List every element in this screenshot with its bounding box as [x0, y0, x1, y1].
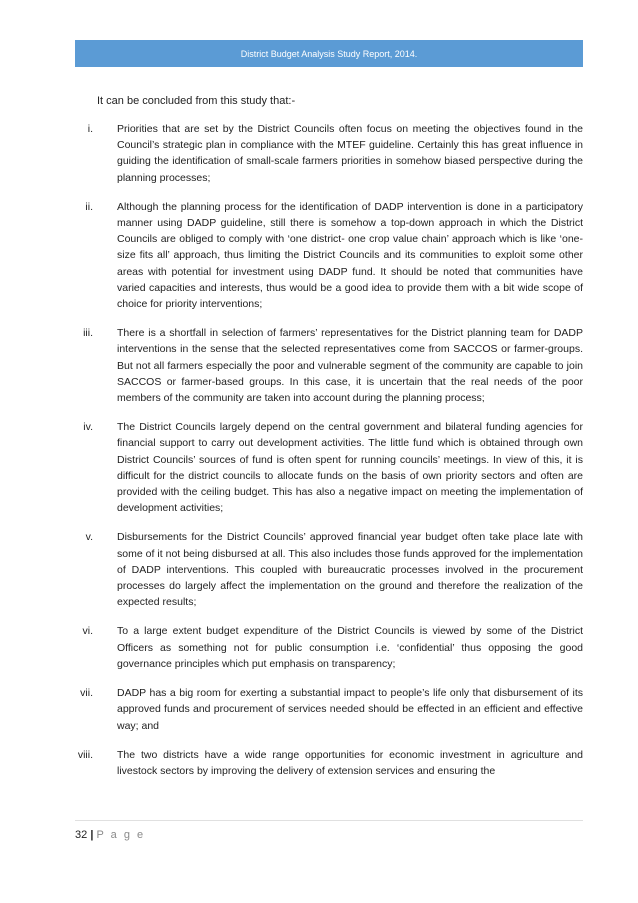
list-item — [60, 121, 583, 186]
list-item — [60, 419, 583, 516]
item-text: DADP has a big room for exerting a substantial impact to people’s life only that disbursement of its approved funds and procurement of services needed should be effected in an efficient and effective way; and — [117, 687, 583, 732]
running-header — [75, 40, 583, 67]
item-text: Disbursements for the District Councils’ approved financial year budget often take place late with some of it not being disbursed at all. This also includes those funds approved for the implementation of DADP interventions. This coupled with bureaucratic processes involved in the procurement processes do largely affect the implementation on the ground and therefore the realization of the expected results; — [117, 531, 583, 609]
page-label: P a g e — [96, 829, 146, 841]
item-text: Although the planning process for the identification of DADP intervention is done in a participatory manner using DADP guideline, still there is somehow a top-down approach in which the District Councils are obliged to comply with ‘one district- one crop value chain’ approach which is like ‘one- size fits all’ approach, thus limiting the District Councils and its communities to exploit some other areas with potential for investment using DADP fund. It should be noted that communities have varied capacities and interests, thus would be a good idea to provide them with a bit wide scope of choice for priority interventions; — [117, 200, 583, 311]
page-separator: | — [90, 829, 94, 841]
page-number: 32 — [75, 829, 88, 841]
conclusions-list — [60, 121, 583, 779]
item-number: iii. — [83, 327, 93, 340]
item-text: The two districts have a wide range opportunities for economic investment in agriculture and livestock sectors by improving the delivery of extension services and ensuring the — [117, 748, 583, 777]
intro-text: It can be concluded from this study that:- — [97, 95, 296, 107]
item-text: To a large extent budget expenditure of the District Councils is viewed by some of the District Officers as something not for public consumption i.e. ‘confidential’ thus opposing the good governance principles which put emphasis on transparency; — [117, 625, 583, 670]
list-item — [60, 529, 583, 610]
list-item — [60, 685, 583, 734]
list-item — [60, 747, 583, 779]
page-footer — [75, 829, 145, 841]
item-number: v. — [85, 531, 93, 544]
header-title: District Budget Analysis Study Report, 2014. — [240, 48, 418, 59]
item-text: Priorities that are set by the District Councils often focus on meeting the objectives found in the Council’s strategic plan in compliance with the MTEF guideline. Certainly this has great influence in guiding the identification of small-scale farmers priorities in somehow biased perspective during the planning processes; — [117, 123, 583, 184]
item-number: vii. — [80, 687, 93, 700]
list-item — [60, 623, 583, 672]
item-number: vi. — [82, 625, 93, 638]
list-item — [60, 325, 583, 406]
item-number: iv. — [83, 421, 93, 434]
list-item — [60, 199, 583, 312]
item-number: viii. — [77, 748, 93, 761]
footer-divider — [75, 820, 583, 821]
item-number: i. — [87, 123, 93, 135]
item-number: ii. — [85, 200, 93, 213]
item-text: The District Councils largely depend on the central government and bilateral funding agencies for financial support to carry out development activities. The little fund which is obtained through own District Councils’ sources of fund is often spent for running councils’ meetings. In view of this, it is difficult for the district councils to allocate funds on the basis of own priority sectors and often are provided with the ceiling budget. This has also a negative impact on meeting the implementation of development activities; — [117, 421, 583, 515]
item-text: There is a shortfall in selection of farmers’ representatives for the District planning team for DADP interventions in the sense that the selected representatives come from SACCOS or farmer-groups. But not all farmers especially the poor and vulnerable segment of the community are capable to join SACCOS or farmer-based groups. In this case, it is uncertain that the real needs of the poor members of the community are taken into account during the planning process; — [117, 327, 583, 405]
